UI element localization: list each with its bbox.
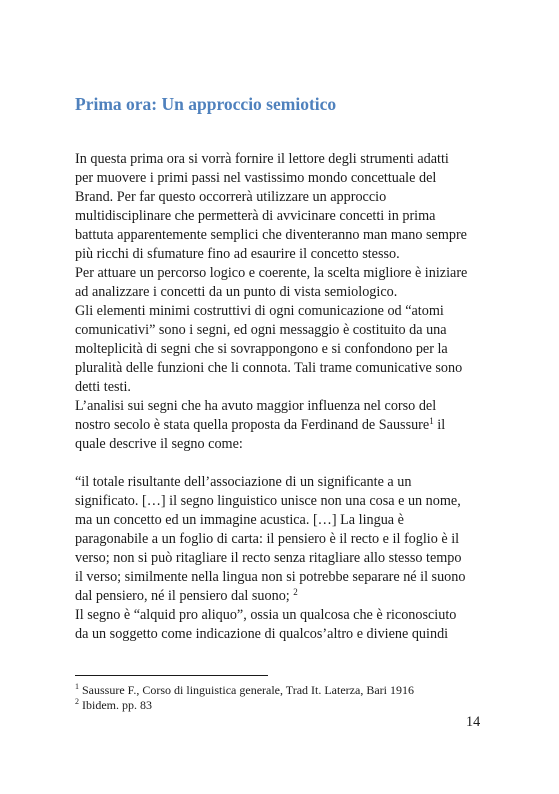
footnote-text: Saussure F., Corso di linguistica generale, Trad It. Laterza, Bari 1916	[79, 683, 414, 697]
saussure-quote	[75, 473, 495, 587]
text-line: Per attuare un percorso logico e coerente, la scelta migliore è iniziare	[75, 265, 468, 281]
footnote-text: Ibidem. pp. 83	[79, 698, 152, 712]
footnote-number: 2	[75, 697, 79, 706]
text-line: pluralità delle funzioni che li connota. Tali trame comunicative sono	[75, 360, 463, 376]
text-line: verso; non si può ritagliare il recto senza ritagliare allo stesso tempo	[75, 550, 462, 566]
text-line: significato. […] il segno linguistico unisce non una cosa e un nome,	[75, 493, 461, 509]
text-line: ad analizzare i concetti da un punto di vista semiologico.	[75, 284, 398, 300]
text-line: molteplicità di segni che si sovrappongono e si confondono per la	[75, 341, 448, 357]
footnote-number: 1	[75, 682, 79, 691]
text-line: In questa prima ora si vorrà fornire il lettore degli strumenti adatti	[75, 151, 449, 167]
text-line: “il totale risultante dell’associazione di un significante a un	[75, 474, 412, 490]
text-line: multidisciplinare che permetterà di avvicinare concetti in prima	[75, 208, 436, 224]
text-line: Brand. Per far questo occorrerà utilizzare un approccio	[75, 189, 387, 205]
section-heading: Prima ora: Un approccio semiotico	[75, 94, 337, 114]
text-line: comunicativi” sono i segni, ed ogni messaggio è costituito da una	[75, 322, 447, 338]
text-line: da un soggetto come indicazione di qualcos’altro e diviene quindi	[75, 626, 449, 642]
body-text	[75, 150, 495, 644]
footnote-separator	[75, 675, 268, 676]
footnotes	[75, 683, 414, 713]
footnote-1	[75, 683, 414, 698]
text-line: il verso; similmente nella lingua non si potrebbe separare né il suono	[75, 569, 466, 585]
paragraph-closing	[75, 606, 495, 644]
footnote-2	[75, 698, 414, 713]
text-line: battuta apparentemente semplici che diventeranno man mano sempre	[75, 227, 467, 243]
text-line: per muovere i primi passi nel vastissimo mondo concettuale del	[75, 170, 437, 186]
text-line-quote-end: dal pensiero, né il pensiero dal suono; $^2$	[75, 587, 298, 604]
text-line-saussure: nostro secolo è stata quella proposta da Ferdinand de Saussure$^1$ il	[75, 416, 446, 433]
page-number: 14	[466, 714, 481, 730]
text-line: quale descrive il segno come:	[75, 436, 243, 452]
text-line: paragonabile a un foglio di carta: il pensiero è il recto e il foglio è il	[75, 531, 460, 547]
text-line: più ricchi di sfumature fino ad esaurire il concetto stesso.	[75, 246, 400, 262]
text-line: Il segno è “alquid pro aliquo”, ossia un qualcosa che è riconosciuto	[75, 607, 457, 623]
text-line: L’analisi sui segni che ha avuto maggior influenza nel corso del	[75, 398, 437, 414]
footnote-ref-1[interactable]: 1	[429, 416, 434, 427]
footnote-ref-2[interactable]: 2	[293, 587, 298, 598]
text-line: Gli elementi minimi costruttivi di ogni comunicazione od “atomi	[75, 303, 444, 319]
paragraph-gap	[75, 454, 495, 473]
text-line: detti testi.	[75, 379, 131, 395]
text-line: ma un concetto ed un immagine acustica. […] La lingua è	[75, 512, 404, 528]
paragraph-intro	[75, 150, 495, 416]
